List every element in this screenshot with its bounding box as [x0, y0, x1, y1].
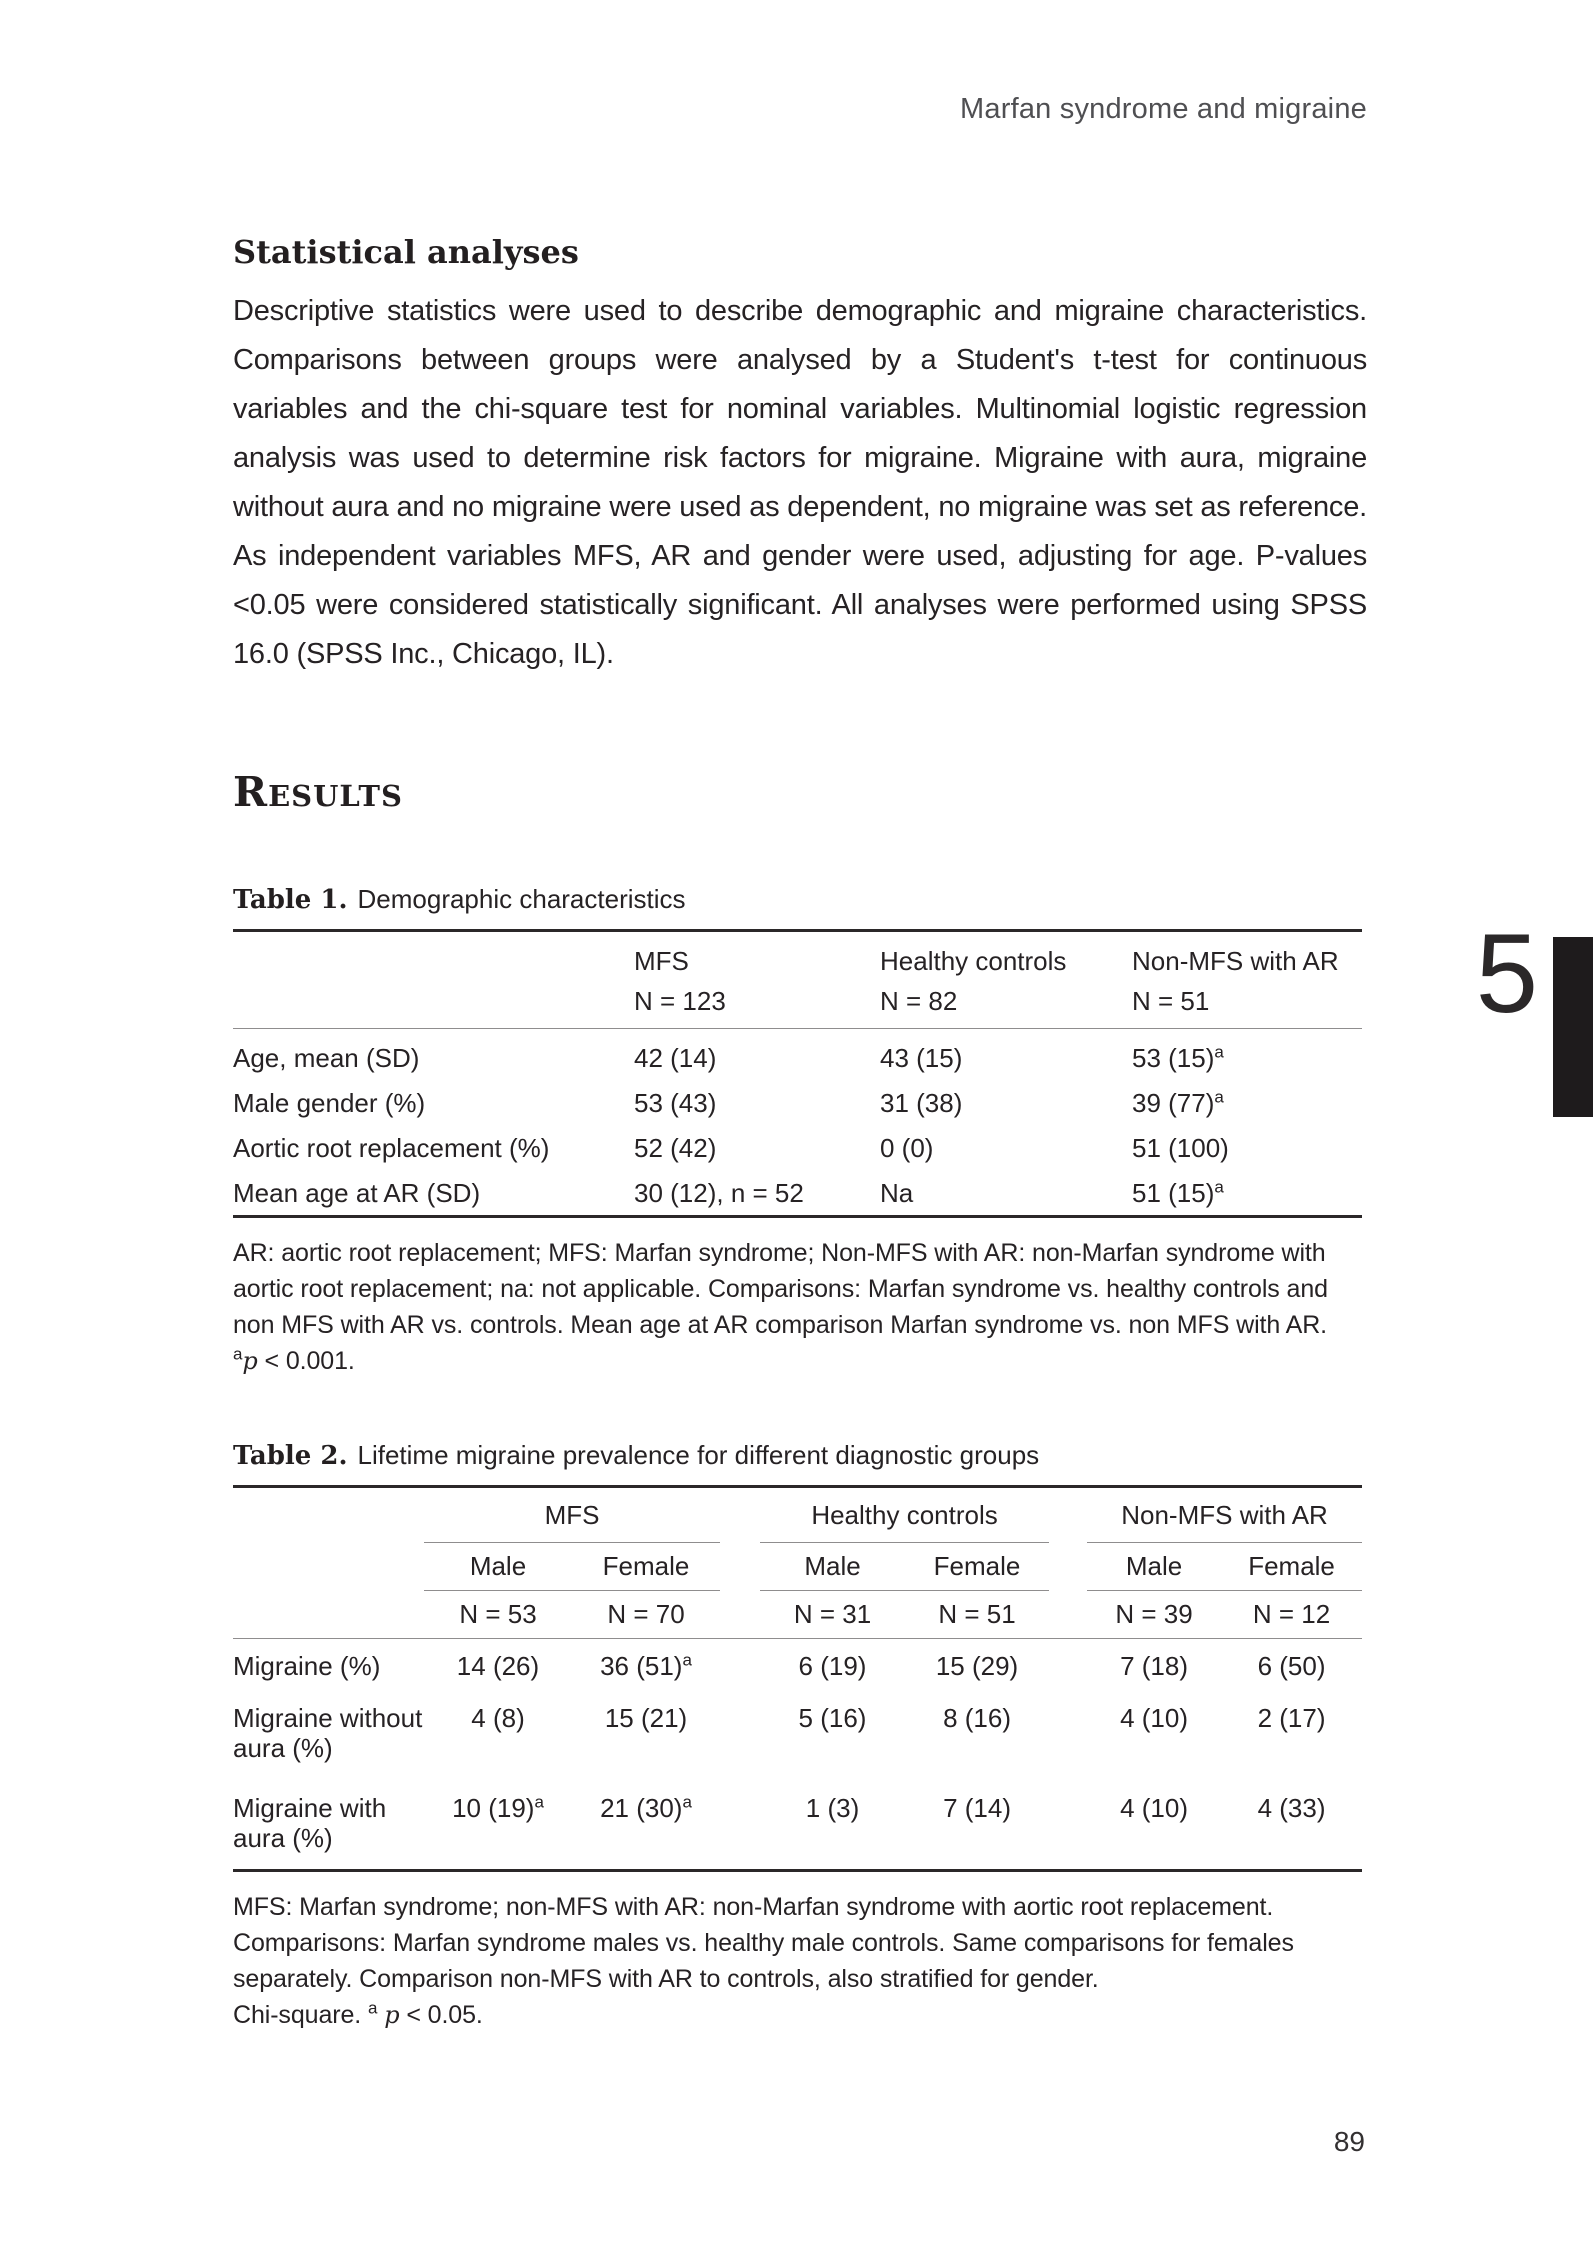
cell: 36 $(51)^a$ — [600, 1650, 692, 1681]
table-row — [233, 1170, 1362, 1217]
cell: 5 (16) — [798, 1703, 867, 1733]
table1-block — [233, 884, 1367, 1379]
cell: 21 $(30)^a$ — [600, 1792, 692, 1823]
table2-group-healthy-controls: Healthy controls — [760, 1487, 1049, 1543]
column-gap — [720, 1639, 760, 1690]
statistical-analyses-section — [233, 233, 1367, 679]
column-gap — [720, 1779, 760, 1871]
table-row — [233, 1029, 1362, 1081]
n-value: N = 12 — [1221, 1591, 1362, 1639]
table2-group-non-mfs: Non-MFS with AR — [1087, 1487, 1362, 1543]
cell: 39 $(77)^a$ — [1132, 1087, 1224, 1118]
cell: 30 (12), n = 52 — [634, 1178, 804, 1208]
n-value: N = 51 — [905, 1591, 1049, 1639]
column-gap — [720, 1543, 760, 1591]
column-gap — [1049, 1779, 1087, 1871]
column-gap — [720, 1591, 760, 1639]
cell: 14 (26) — [456, 1651, 540, 1681]
row-label: Migraine (%) — [233, 1651, 381, 1681]
sex-header: Female — [905, 1543, 1049, 1591]
row-label: Mean age at AR (SD) — [233, 1178, 481, 1208]
table2-block — [233, 1440, 1367, 2033]
cell: Na — [880, 1178, 914, 1208]
sex-header: Male — [760, 1543, 905, 1591]
cell: 0 (0) — [880, 1133, 934, 1163]
cell: 7 (18) — [1120, 1651, 1188, 1681]
column-gap — [1049, 1591, 1087, 1639]
n-value: N = 31 — [760, 1591, 905, 1639]
cell: 52 (42) — [634, 1133, 717, 1163]
table2-caption-label: Table 2. — [233, 1441, 348, 1471]
cell: 8 (16) — [943, 1703, 1011, 1733]
table1-header-non-mfs: Non-MFS with AR N = 51 — [1132, 931, 1362, 1029]
row-label: Migraine without aura (%) — [233, 1703, 423, 1763]
section-paragraph: Descriptive statistics were used to describe demographic and migraine characteristics. Comparisons between groups were analysed by a Student's t-test for continuous variables and the chi-square test for nominal variables. Multinomial logistic regression analysis was used to determine risk factors for migraine. Migraine with aura, migraine without aura and no migraine were used as dependent, no migraine was set as reference. As independent variables MFS, AR and gender were used, adjusting for age. P-values <0.05 were considered statistically significant. All analyses were performed using SPSS 16.0 (SPSS Inc., Chicago, IL). — [233, 295, 1367, 670]
column-gap — [1049, 1543, 1087, 1591]
cell: 1 (3) — [805, 1793, 860, 1823]
table1-footnote-text: AR: aortic root replacement; MFS: Marfan syndrome; Non-MFS with AR: non-Marfan syndrome with aortic root replacement; na: not applicable. Comparisons: Marfan syndrome vs. healthy controls and non MFS with AR vs. controls. Mean age at AR comparison Marfan syndrome vs. non MFS with AR. — [233, 1239, 1328, 1339]
table2-significance-note: Chi-square. $^a$ p < 0.05. — [233, 1998, 483, 2029]
cell: 51 $(15)^a$ — [1132, 1177, 1224, 1208]
table1-significance-note: $^a$p < 0.001. — [233, 1344, 355, 1375]
row-label: Migraine with aura (%) — [233, 1793, 387, 1853]
column-gap — [720, 1487, 760, 1543]
table-row — [233, 1639, 1362, 1690]
table2-n-row — [233, 1591, 1362, 1639]
table1-caption-label: Table 1. — [233, 885, 348, 915]
section-heading: Statistical analyses — [233, 233, 579, 271]
cell: 15 (21) — [604, 1703, 688, 1733]
table2-caption-text: Lifetime migraine prevalence for different diagnostic groups — [357, 1440, 1040, 1470]
cell: 42 (14) — [634, 1043, 717, 1073]
table2-caption — [233, 1440, 1367, 1471]
cell: 53 $(15)^a$ — [1132, 1042, 1224, 1073]
n-value: N = 70 — [572, 1591, 720, 1639]
sex-header: Male — [1087, 1543, 1221, 1591]
cell: 4 (8) — [471, 1703, 525, 1733]
table1-header-empty — [233, 931, 634, 1029]
table2-group-header-row — [233, 1487, 1362, 1543]
table-row — [233, 1080, 1362, 1125]
column-gap — [1049, 1689, 1087, 1779]
table2-footnote-text: MFS: Marfan syndrome; non-MFS with AR: non-Marfan syndrome with aortic root replacement. Comparisons: Marfan syndrome males vs. healthy male controls. Same comparisons for females separately. Comparison non-MFS with AR to controls, also stratified for gender. — [233, 1893, 1294, 1993]
sex-header: Female — [572, 1543, 720, 1591]
table2-sex-header-row — [233, 1543, 1362, 1591]
results-heading: Results — [233, 768, 403, 816]
table1-caption — [233, 884, 1367, 915]
chapter-tab-marker — [1553, 937, 1593, 1117]
cell: 10 $(19)^a$ — [452, 1792, 544, 1823]
table1-header-healthy-controls: Healthy controls N = 82 — [880, 931, 1132, 1029]
cell: 43 (15) — [880, 1043, 963, 1073]
table1-footnote — [233, 1235, 1367, 1379]
sex-header: Male — [424, 1543, 572, 1591]
row-label: Male gender (%) — [233, 1088, 426, 1118]
chapter-number: 5 — [1475, 911, 1538, 1036]
column-gap — [1049, 1639, 1087, 1690]
table2-group-mfs: MFS — [424, 1487, 720, 1543]
table1-caption-text: Demographic characteristics — [357, 884, 686, 914]
cell: 4 (10) — [1120, 1703, 1188, 1733]
page-number: 89 — [1333, 2126, 1365, 2157]
column-gap — [1049, 1487, 1087, 1543]
cell: 2 (17) — [1257, 1703, 1326, 1733]
table1-header-mfs: MFS N = 123 — [634, 931, 880, 1029]
table1 — [233, 929, 1362, 1218]
cell: 31 (38) — [880, 1088, 963, 1118]
row-label: Aortic root replacement (%) — [233, 1133, 550, 1163]
cell: 6 (19) — [798, 1651, 867, 1681]
running-head: Marfan syndrome and migraine — [960, 93, 1367, 125]
cell: 7 (14) — [943, 1793, 1011, 1823]
sex-header: Female — [1221, 1543, 1362, 1591]
results-section — [233, 768, 1367, 816]
column-gap — [720, 1689, 760, 1779]
table2 — [233, 1485, 1362, 1872]
cell: 51 (100) — [1132, 1133, 1229, 1163]
n-value: N = 53 — [424, 1591, 572, 1639]
n-value: N = 39 — [1087, 1591, 1221, 1639]
table2-footnote — [233, 1889, 1367, 2033]
table-row — [233, 1125, 1362, 1170]
table1-header-row — [233, 931, 1362, 1029]
row-label: Age, mean (SD) — [233, 1043, 420, 1073]
table-row — [233, 1689, 1362, 1779]
cell: 53 (43) — [634, 1088, 717, 1118]
table-row — [233, 1779, 1362, 1871]
cell: 4 (33) — [1257, 1793, 1326, 1823]
cell: 6 (50) — [1257, 1651, 1326, 1681]
cell: 15 (29) — [935, 1651, 1019, 1681]
cell: 4 (10) — [1120, 1793, 1188, 1823]
